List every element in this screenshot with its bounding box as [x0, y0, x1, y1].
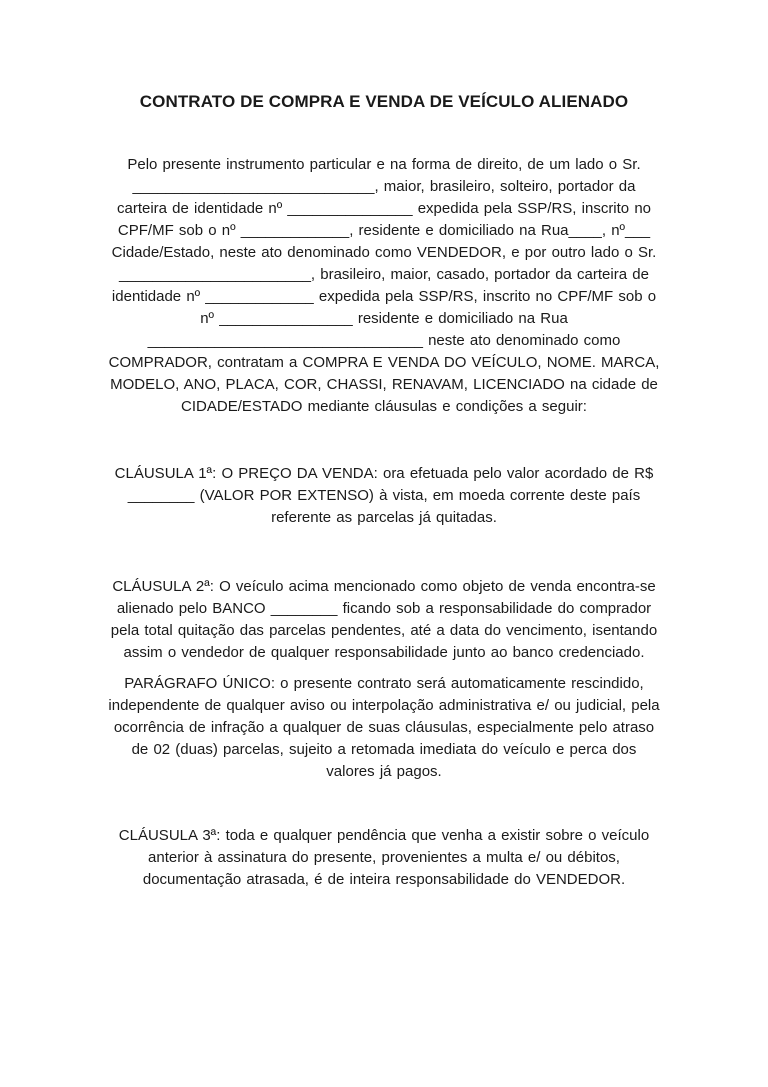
document-title: CONTRATO DE COMPRA E VENDA DE VEÍCULO ALIENADO — [139, 92, 629, 111]
clause-1-paragraph: CLÁUSULA 1ª: O PREÇO DA VENDA: ora efetuada pelo valor acordado de R$ ________ (VALOR POR EXTENSO) à vista, em moeda corrente deste país referente as parcelas já quitadas. — [114, 465, 654, 526]
clause-2-paragraph: CLÁUSULA 2ª: O veículo acima mencionado como objeto de venda encontra-se alienado pelo BANCO ________ ficando sob a responsabilidade do comprador pela total quitação das parcelas pendentes, até a data do vencimento, isentando assim o vendedor de qualquer responsabilidade junto ao banco credenciado. — [110, 578, 658, 661]
clause-3-paragraph: CLÁUSULA 3ª: toda e qualquer pendência que venha a existir sobre o veículo anterior à assinatura do presente, provenientes a multa e/ ou débitos, documentação atrasada, é de inteira responsabilidade do VENDEDOR. — [118, 827, 650, 888]
paragrafo-unico-paragraph: PARÁGRAFO ÚNICO: o presente contrato será automaticamente rescindido, independente de qualquer aviso ou interpolação administrativa e/ ou judicial, pela ocorrência de infração a qualquer de suas cláusulas, especialmente pelo atraso de 02 (duas) parcelas, sujeito a retomada imediata do veículo e perca dos valores já pagos. — [108, 675, 660, 780]
intro-paragraph: Pelo presente instrumento particular e na forma de direito, de um lado o Sr. _____________________________, maior, brasileiro, solteiro, portador da carteira de identidade nº _______________ expedida pela SSP/RS, inscrito no CPF/MF sob o nº _____________, residente e domiciliado na Rua____, nº___ Cidade/Estado, neste ato denominado como VENDEDOR, e por outro lado o Sr. _______________________, brasileiro, maior, casado, portador da carteira de identidade nº _____________ expedida pela SSP/RS, inscrito no CPF/MF sob o nº ________________ residente e domiciliado na Rua _________________________________ neste ato denominado como COMPRADOR, contratam a COMPRA E VENDA DO VEÍCULO, NOME. MARCA, MODELO, ANO, PLACA, COR, CHASSI, RENAVAM, LICENCIADO na cidade de CIDADE/ESTADO mediante cláusulas e condições a seguir: — [108, 156, 660, 415]
document-page — [108, 88, 660, 891]
